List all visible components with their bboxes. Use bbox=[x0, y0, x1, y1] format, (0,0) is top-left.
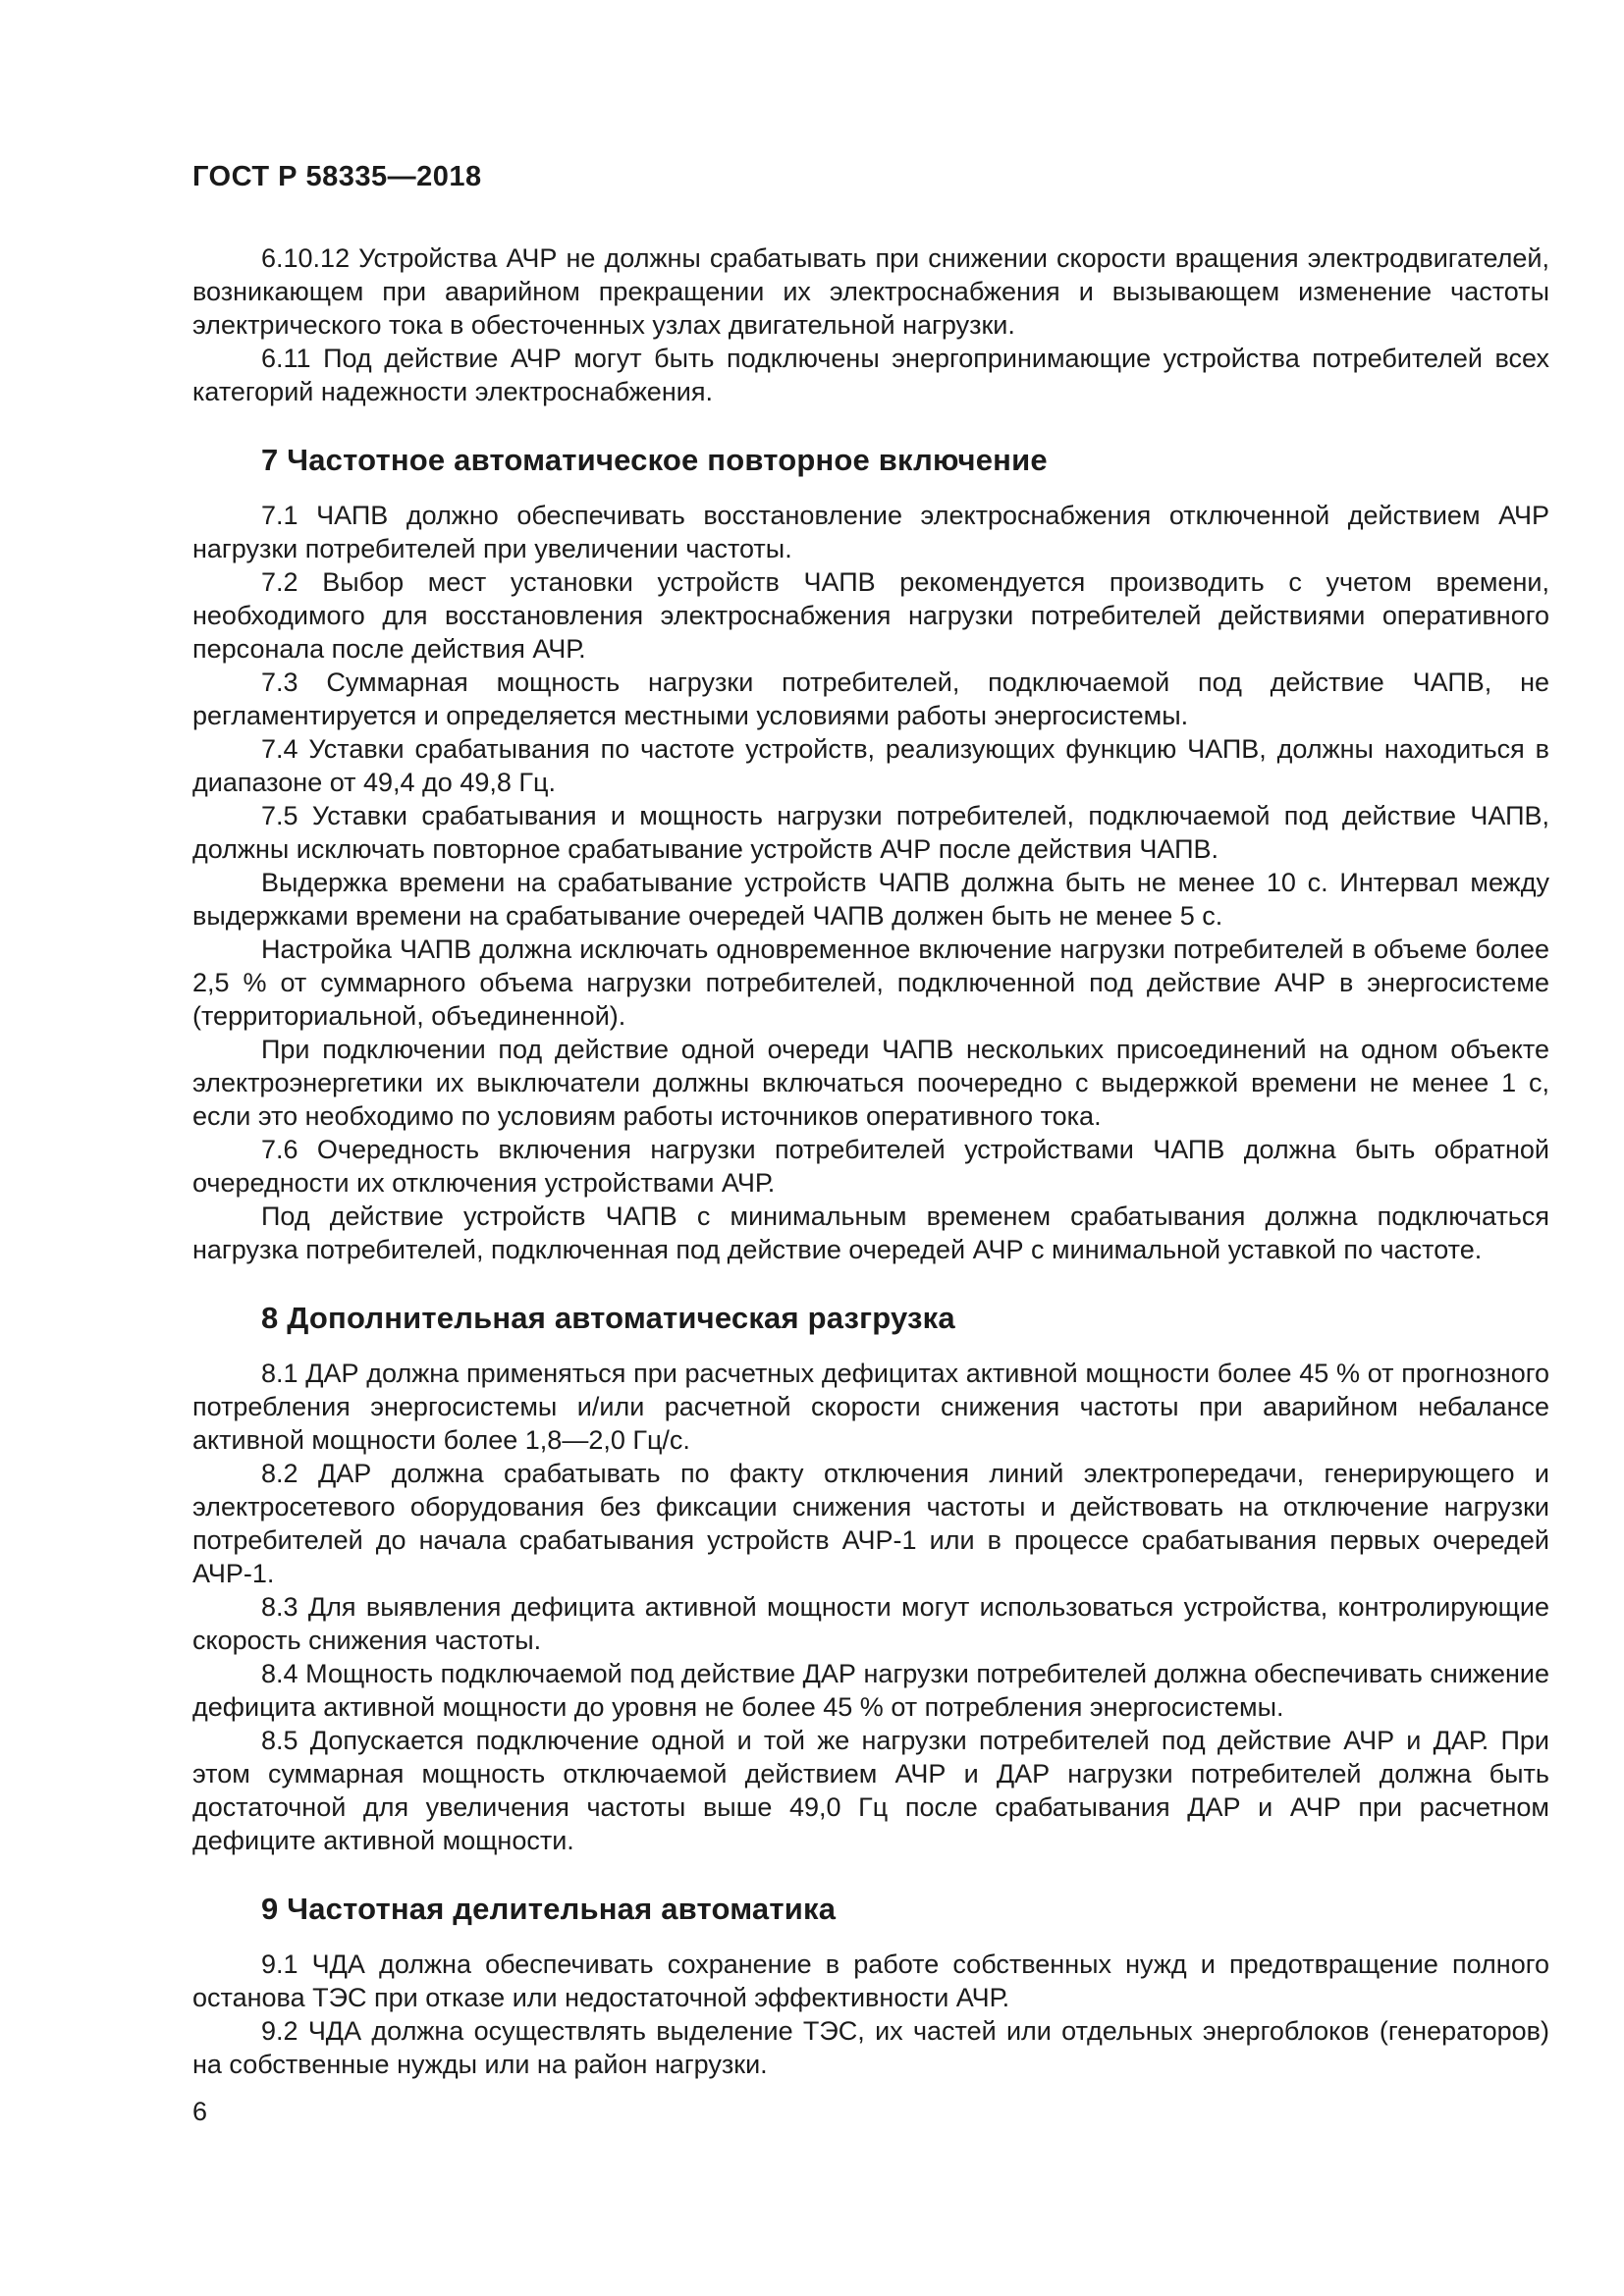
para-7-5-cont-2: Настройка ЧАПВ должна исключать одновременное включение нагрузки потребителей в объеме более 2,5 % от суммарного объема нагрузки потребителей, подключенной под действие АЧР в энергосистеме (территориальной, объединенной). bbox=[192, 934, 1549, 1031]
para-7-2: 7.2 Выбор мест установки устройств ЧАПВ рекомендуется производить с учетом времени, необходимого для восстановления электроснабжения нагрузки потребителей действиями оперативного персонала после действия АЧР. bbox=[192, 567, 1549, 664]
para-7-5: 7.5 Уставки срабатывания и мощность нагрузки потребителей, подключаемой под действие ЧАПВ, должны исключать повторное срабатывание устройств АЧР после действия ЧАПВ. bbox=[192, 801, 1549, 864]
page-number: 6 bbox=[192, 2097, 208, 2126]
para-7-5-cont-1: Выдержка времени на срабатывание устройств ЧАПВ должна быть не менее 10 с. Интервал между выдержками времени на срабатывание очередей ЧАПВ должен быть не менее 5 с. bbox=[192, 868, 1549, 931]
para-7-4: 7.4 Уставки срабатывания по частоте устройств, реализующих функцию ЧАПВ, должны находиться в диапазоне от 49,4 до 49,8 Гц. bbox=[192, 734, 1549, 797]
section-9-heading: 9 Частотная делительная автоматика bbox=[261, 1892, 837, 1926]
para-7-6-cont-1: Под действие устройств ЧАПВ с минимальным временем срабатывания должна подключаться нагрузка потребителей, подключенная под действие очередей АЧР с минимальной уставкой по частоте. bbox=[192, 1201, 1549, 1264]
para-7-6: 7.6 Очередность включения нагрузки потребителей устройствами ЧАПВ должна быть обратной очередности их отключения устройствами АЧР. bbox=[192, 1135, 1549, 1198]
para-7-5-cont-3: При подключении под действие одной очереди ЧАПВ нескольких присоединений на одном объекте электроэнергетики их выключатели должны включаться поочередно с выдержкой времени не менее 1 с, если это необходимо по условиям работы источников оперативного тока. bbox=[192, 1035, 1549, 1131]
running-header: ГОСТ Р 58335—2018 bbox=[192, 161, 482, 192]
para-8-3: 8.3 Для выявления дефицита активной мощности могут использоваться устройства, контролирующие скорость снижения частоты. bbox=[192, 1592, 1549, 1655]
para-6-11: 6.11 Под действие АЧР могут быть подключены энергопринимающие устройства потребителей всех категорий надежности электроснабжения. bbox=[192, 344, 1549, 406]
para-9-2: 9.2 ЧДА должна осуществлять выделение ТЭС, их частей или отдельных энергоблоков (генераторов) на собственные нужды или на район нагрузки. bbox=[192, 2016, 1549, 2079]
para-8-5: 8.5 Допускается подключение одной и той же нагрузки потребителей под действие АЧР и ДАР. При этом суммарная мощность отключаемой действием АЧР и ДАР нагрузки потребителей должна быть достаточной для увеличения частоты выше 49,0 Гц после срабатывания ДАР и АЧР при расчетном дефиците активной мощности. bbox=[192, 1726, 1549, 1855]
para-7-3: 7.3 Суммарная мощность нагрузки потребителей, подключаемой под действие ЧАПВ, не регламентируется и определяется местными условиями работы энергосистемы. bbox=[192, 667, 1549, 730]
para-7-1: 7.1 ЧАПВ должно обеспечивать восстановление электроснабжения отключенной действием АЧР нагрузки потребителей при увеличении частоты. bbox=[192, 501, 1549, 563]
para-9-1: 9.1 ЧДА должна обеспечивать сохранение в работе собственных нужд и предотвращение полного останова ТЭС при отказе или недостаточной эффективности АЧР. bbox=[192, 1949, 1549, 2012]
para-8-4: 8.4 Мощность подключаемой под действие ДАР нагрузки потребителей должна обеспечивать снижение дефицита активной мощности до уровня не более 45 % от потребления энергосистемы. bbox=[192, 1659, 1549, 1722]
section-7-heading: 7 Частотное автоматическое повторное включение bbox=[261, 443, 1048, 477]
section-8-heading: 8 Дополнительная автоматическая разгрузка bbox=[261, 1301, 955, 1335]
para-6-10-12: 6.10.12 Устройства АЧР не должны срабатывать при снижении скорости вращения электродвигателей, возникающем при аварийном прекращении их электроснабжения и вызывающем изменение частоты электрического тока в обесточенных узлах двигательной нагрузки. bbox=[192, 243, 1549, 340]
para-8-2: 8.2 ДАР должна срабатывать по факту отключения линий электропередачи, генерирующего и электросетевого оборудования без фиксации снижения частоты и действовать на отключение нагрузки потребителей до начала срабатывания устройств АЧР-1 или в процессе срабатывания первых очередей АЧР-1. bbox=[192, 1459, 1549, 1588]
para-8-1: 8.1 ДАР должна применяться при расчетных дефицитах активной мощности более 45 % от прогнозного потребления энергосистемы и/или расчетной скорости снижения частоты при аварийном небалансе активной мощности более 1,8—2,0 Гц/с. bbox=[192, 1359, 1549, 1455]
document-content bbox=[192, 241, 1549, 2081]
